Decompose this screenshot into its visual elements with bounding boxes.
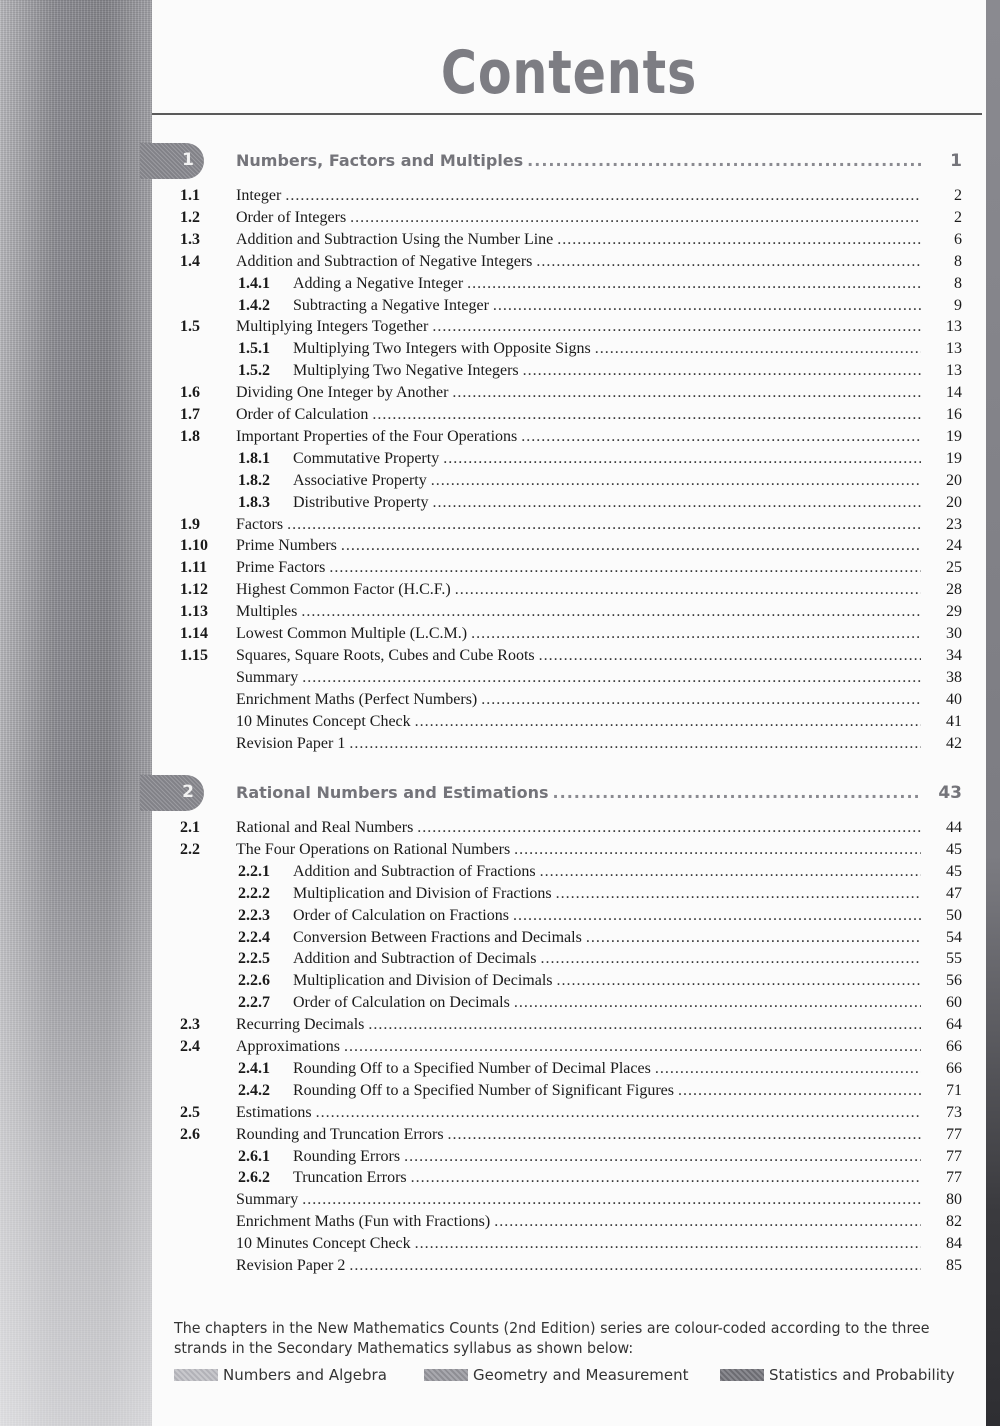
page-number: 16 <box>946 406 962 423</box>
legend-label: Numbers and Algebra <box>223 1366 387 1384</box>
dot-leader <box>411 1167 921 1189</box>
toc-section-row[interactable] <box>0 1255 1000 1277</box>
dot-leader <box>301 601 921 623</box>
section-number: 2.6 <box>180 1125 200 1143</box>
page-number: 14 <box>946 384 962 402</box>
toc-section-row[interactable] <box>0 426 1000 448</box>
section-number: 2.2 <box>180 840 200 858</box>
section-title: Rounding and Truncation Errors <box>236 1125 444 1143</box>
dot-leader <box>595 338 921 360</box>
toc-subsection-row[interactable] <box>0 970 1000 992</box>
section-title: Revision Paper 2 <box>236 1257 346 1274</box>
dot-leader <box>285 185 921 207</box>
subsection-number: 1.4.1 <box>238 274 270 292</box>
dot-leader <box>415 711 921 733</box>
section-number: 1.8 <box>180 427 200 445</box>
section-title: Highest Common Factor (H.C.F.) <box>236 581 451 599</box>
chapter-page-number: 43 <box>938 783 962 803</box>
section-title: Important Properties of the Four Operations <box>236 427 518 445</box>
toc-section-row[interactable] <box>0 689 1000 711</box>
dot-leader <box>415 1233 921 1255</box>
toc-section-row[interactable] <box>0 316 1000 338</box>
page-number: 56 <box>946 972 962 990</box>
dot-leader <box>557 970 921 992</box>
page-number: 41 <box>946 712 962 730</box>
chapter-heading[interactable] <box>0 143 1000 179</box>
page-number: 71 <box>946 1081 962 1099</box>
chapter-number: 2 <box>182 782 194 802</box>
section-title: 10 Minutes Concept Check <box>236 712 411 730</box>
section-title: Prime Factors <box>236 559 326 577</box>
section-number: 1.15 <box>180 646 208 664</box>
section-number: 1.4 <box>180 252 200 270</box>
dot-leader <box>539 645 921 667</box>
toc-subsection-row[interactable] <box>0 927 1000 949</box>
section-title: Approximations <box>236 1038 340 1055</box>
page-number: 77 <box>946 1125 962 1143</box>
dot-leader <box>350 207 921 229</box>
chapter-title: Numbers, Factors and Multiples <box>236 151 524 170</box>
section-number: 1.3 <box>180 230 200 248</box>
section-number: 1.2 <box>180 208 200 226</box>
dot-leader <box>481 689 921 711</box>
dot-leader <box>494 1211 921 1233</box>
toc-section-row[interactable] <box>0 251 1000 273</box>
subsection-title: Addition and Subtraction of Decimals <box>293 950 537 968</box>
dot-leader <box>433 492 921 514</box>
chapter-page-number: 1 <box>950 151 962 171</box>
toc-subsection-row[interactable] <box>0 883 1000 905</box>
page-number: 55 <box>946 950 962 968</box>
page-number: 8 <box>954 252 962 270</box>
section-title: Rational and Real Numbers <box>236 819 414 836</box>
page-number: 24 <box>946 537 962 555</box>
toc-section-row[interactable] <box>0 404 1000 426</box>
section-title: Lowest Common Multiple (L.C.M.) <box>236 625 468 642</box>
toc-section-row[interactable] <box>0 382 1000 404</box>
toc-subsection-row[interactable] <box>0 905 1000 927</box>
dot-leader <box>471 623 921 645</box>
page-number: 82 <box>946 1213 962 1231</box>
subsection-number: 2.2.5 <box>238 950 270 968</box>
page-number: 9 <box>954 296 962 314</box>
subsection-title: Order of Calculation on Decimals <box>293 994 510 1012</box>
page-number: 44 <box>946 819 962 836</box>
section-number: 1.11 <box>180 559 208 577</box>
section-number: 1.12 <box>180 581 208 599</box>
subsection-title: Conversion Between Fractions and Decimals <box>293 928 582 946</box>
section-title: Dividing One Integer by Another <box>236 384 449 402</box>
dot-leader <box>514 992 921 1014</box>
page-number: 85 <box>946 1257 962 1274</box>
legend-swatch <box>424 1369 468 1381</box>
toc-subsection-row[interactable] <box>0 492 1000 514</box>
section-title: Recurring Decimals <box>236 1016 365 1034</box>
section-title: Enrichment Maths (Fun with Fractions) <box>236 1213 491 1231</box>
subsection-number: 2.4.2 <box>238 1081 270 1099</box>
title-divider <box>152 113 982 115</box>
section-number: 2.4 <box>180 1038 200 1055</box>
page-number: 13 <box>946 362 962 380</box>
toc-section-row[interactable] <box>0 1189 1000 1211</box>
subsection-number: 1.8.3 <box>238 493 270 511</box>
dot-leader <box>553 783 921 802</box>
page-number: 47 <box>946 884 962 902</box>
page-number: 50 <box>946 906 962 924</box>
subsection-title: Multiplication and Division of Fractions <box>293 884 552 902</box>
toc-section-row[interactable] <box>0 1124 1000 1146</box>
subsection-title: Commutative Property <box>293 449 440 467</box>
dot-leader <box>513 905 921 927</box>
page-number: 73 <box>946 1103 962 1121</box>
page-number: 77 <box>946 1147 962 1165</box>
section-number: 1.1 <box>180 187 200 204</box>
toc-section-row[interactable] <box>0 557 1000 579</box>
dot-leader <box>514 839 921 861</box>
toc-section-row[interactable] <box>0 185 1000 207</box>
page-number: 20 <box>946 493 962 511</box>
legend-swatch <box>174 1369 218 1381</box>
chapter-title: Rational Numbers and Estimations <box>236 783 549 802</box>
dot-leader <box>586 927 921 949</box>
toc-section-row[interactable] <box>0 645 1000 667</box>
legend-item-geometry-measurement <box>424 1366 689 1384</box>
section-number: 1.10 <box>180 537 208 555</box>
subsection-number: 1.8.1 <box>238 449 270 467</box>
section-title: Factors <box>236 515 284 533</box>
subsection-number: 2.2.1 <box>238 862 270 880</box>
page-number: 80 <box>946 1191 962 1209</box>
subsection-number: 2.2.6 <box>238 972 270 990</box>
dot-leader <box>372 404 921 426</box>
subsection-title: Associative Property <box>293 471 427 489</box>
section-title: Summary <box>236 1191 299 1209</box>
page-number: 20 <box>946 471 962 489</box>
subsection-number: 2.2.3 <box>238 906 270 924</box>
dot-leader <box>655 1058 921 1080</box>
section-title: Multiples <box>236 603 298 621</box>
page-number: 19 <box>946 427 962 445</box>
toc-section-row[interactable] <box>0 535 1000 557</box>
toc-subsection-row[interactable] <box>0 273 1000 295</box>
subsection-title: Rounding Off to a Specified Number of Decimal Places <box>293 1059 651 1077</box>
page-number: 2 <box>954 208 962 226</box>
toc-subsection-row[interactable] <box>0 470 1000 492</box>
section-title: Multiplying Integers Together <box>236 318 429 336</box>
subsection-title: Adding a Negative Integer <box>293 274 464 292</box>
toc-section-row[interactable] <box>0 1233 1000 1255</box>
toc-subsection-row[interactable] <box>0 1080 1000 1102</box>
subsection-number: 1.5.1 <box>238 340 270 358</box>
page-number: 38 <box>946 668 962 686</box>
section-title: The Four Operations on Rational Numbers <box>236 840 511 858</box>
page-number: 19 <box>946 449 962 467</box>
dot-leader <box>536 251 921 273</box>
strand-legend <box>174 1366 994 1388</box>
section-number: 2.5 <box>180 1103 200 1121</box>
section-number: 1.13 <box>180 603 208 621</box>
section-title: Integer <box>236 187 282 204</box>
toc-section-row[interactable] <box>0 711 1000 733</box>
dot-leader <box>523 360 921 382</box>
toc-section-row[interactable] <box>0 1211 1000 1233</box>
toc-section-row[interactable] <box>0 1102 1000 1124</box>
chapter-heading[interactable] <box>0 775 1000 811</box>
dot-leader <box>417 817 921 839</box>
legend-item-statistics-probability <box>720 1366 955 1384</box>
page-number: 77 <box>946 1169 962 1187</box>
page-number: 66 <box>946 1038 962 1055</box>
toc-section-row[interactable] <box>0 579 1000 601</box>
dot-leader <box>368 1014 921 1036</box>
legend-label: Geometry and Measurement <box>473 1366 689 1384</box>
toc-subsection-row[interactable] <box>0 948 1000 970</box>
toc-subsection-row[interactable] <box>0 295 1000 317</box>
subsection-title: Rounding Errors <box>293 1147 401 1165</box>
page-number: 6 <box>954 230 962 248</box>
page-number: 30 <box>946 625 962 642</box>
section-number: 1.14 <box>180 625 208 642</box>
page-number: 60 <box>946 994 962 1012</box>
dot-leader <box>527 151 921 170</box>
subsection-number: 1.5.2 <box>238 362 270 380</box>
toc-section-row[interactable] <box>0 667 1000 689</box>
page-number: 25 <box>946 559 962 577</box>
subsection-title: Truncation Errors <box>293 1169 407 1187</box>
subsection-number: 2.2.2 <box>238 884 270 902</box>
subsection-number: 2.6.1 <box>238 1147 270 1165</box>
toc-section-row[interactable] <box>0 601 1000 623</box>
dot-leader <box>344 1036 921 1058</box>
dot-leader <box>349 733 921 755</box>
dot-leader <box>448 1124 921 1146</box>
page-number: 13 <box>946 340 962 358</box>
section-number: 1.7 <box>180 406 200 423</box>
dot-leader <box>341 535 921 557</box>
subsection-title: Distributive Property <box>293 493 429 511</box>
page-title: Contents <box>440 38 698 108</box>
chapter-number: 1 <box>182 150 194 170</box>
page-number: 8 <box>954 274 962 292</box>
subsection-title: Addition and Subtraction of Fractions <box>293 862 536 880</box>
dot-leader <box>349 1255 921 1277</box>
section-title: Estimations <box>236 1103 312 1121</box>
toc-section-row[interactable] <box>0 1014 1000 1036</box>
section-title: Addition and Subtraction of Negative Integers <box>236 252 533 270</box>
toc-section-row[interactable] <box>0 514 1000 536</box>
dot-leader <box>302 1189 921 1211</box>
section-title: Squares, Square Roots, Cubes and Cube Roots <box>236 646 535 664</box>
subsection-title: Order of Calculation on Fractions <box>293 906 509 924</box>
page-number: 29 <box>946 603 962 621</box>
dot-leader <box>431 470 921 492</box>
toc-section-row[interactable] <box>0 1036 1000 1058</box>
dot-leader <box>467 273 921 295</box>
section-title: Order of Calculation <box>236 406 369 423</box>
section-title: Summary <box>236 668 299 686</box>
page-number: 28 <box>946 581 962 599</box>
toc-section-row[interactable] <box>0 229 1000 251</box>
toc-subsection-row[interactable] <box>0 1167 1000 1189</box>
dot-leader <box>443 448 921 470</box>
toc-subsection-row[interactable] <box>0 992 1000 1014</box>
page-number: 45 <box>946 840 962 858</box>
page-number: 64 <box>946 1016 962 1034</box>
subsection-title: Multiplying Two Negative Integers <box>293 362 519 380</box>
section-number: 1.6 <box>180 384 200 402</box>
page-number: 34 <box>946 646 962 664</box>
section-title: Enrichment Maths (Perfect Numbers) <box>236 690 478 708</box>
toc-subsection-row[interactable] <box>0 861 1000 883</box>
subsection-number: 1.4.2 <box>238 296 270 314</box>
toc-section-row[interactable] <box>0 623 1000 645</box>
dot-leader <box>556 883 921 905</box>
section-title: 10 Minutes Concept Check <box>236 1235 411 1253</box>
subsection-title: Rounding Off to a Specified Number of Significant Figures <box>293 1081 674 1099</box>
subsection-number: 2.4.1 <box>238 1059 270 1077</box>
toc-section-row[interactable] <box>0 817 1000 839</box>
colour-code-note: The chapters in the New Mathematics Counts (2nd Edition) series are colour-coded according to the three strands in the Secondary Mathematics syllabus as shown below: <box>174 1319 930 1357</box>
section-number: 1.9 <box>180 515 200 533</box>
subsection-title: Multiplying Two Integers with Opposite Signs <box>293 340 591 358</box>
toc-section-row[interactable] <box>0 207 1000 229</box>
section-number: 2.3 <box>180 1016 200 1034</box>
legend-swatch <box>720 1369 764 1381</box>
section-number: 1.5 <box>180 318 200 336</box>
subsection-number: 1.8.2 <box>238 471 270 489</box>
page-number: 66 <box>946 1059 962 1077</box>
chapter-tab <box>140 775 204 811</box>
legend-item-numbers-algebra <box>174 1366 387 1384</box>
dot-leader <box>287 514 921 536</box>
toc-subsection-row[interactable] <box>0 448 1000 470</box>
subsection-title: Multiplication and Division of Decimals <box>293 972 553 990</box>
dot-leader <box>329 557 921 579</box>
page-number: 40 <box>946 690 962 708</box>
page-number: 54 <box>946 928 962 946</box>
page-number: 45 <box>946 862 962 880</box>
subsection-number: 2.2.7 <box>238 994 270 1012</box>
dot-leader <box>455 579 921 601</box>
dot-leader <box>541 948 921 970</box>
page-number: 84 <box>946 1235 962 1253</box>
section-title: Revision Paper 1 <box>236 734 346 752</box>
dot-leader <box>493 295 921 317</box>
section-title: Order of Integers <box>236 208 347 226</box>
section-number: 2.1 <box>180 819 200 836</box>
page-number: 42 <box>946 734 962 752</box>
dot-leader <box>404 1146 921 1168</box>
dot-leader <box>452 382 921 404</box>
chapter-tab <box>140 143 204 179</box>
dot-leader <box>302 667 921 689</box>
section-title: Addition and Subtraction Using the Number Line <box>236 230 554 248</box>
dot-leader <box>521 426 921 448</box>
toc-subsection-row[interactable] <box>0 1146 1000 1168</box>
dot-leader <box>432 316 921 338</box>
page-number: 13 <box>946 318 962 336</box>
toc-section-row[interactable] <box>0 733 1000 755</box>
toc-subsection-row[interactable] <box>0 338 1000 360</box>
page-number: 23 <box>946 515 962 533</box>
toc-section-row[interactable] <box>0 839 1000 861</box>
subsection-number: 2.6.2 <box>238 1169 270 1187</box>
dot-leader <box>678 1080 921 1102</box>
toc-subsection-row[interactable] <box>0 1058 1000 1080</box>
subsection-number: 2.2.4 <box>238 928 270 946</box>
section-title: Prime Numbers <box>236 537 337 555</box>
toc-subsection-row[interactable] <box>0 360 1000 382</box>
dot-leader <box>316 1102 921 1124</box>
page-number: 2 <box>954 187 962 204</box>
subsection-title: Subtracting a Negative Integer <box>293 296 489 314</box>
dot-leader <box>540 861 921 883</box>
legend-label: Statistics and Probability <box>769 1366 955 1384</box>
dot-leader <box>557 229 921 251</box>
